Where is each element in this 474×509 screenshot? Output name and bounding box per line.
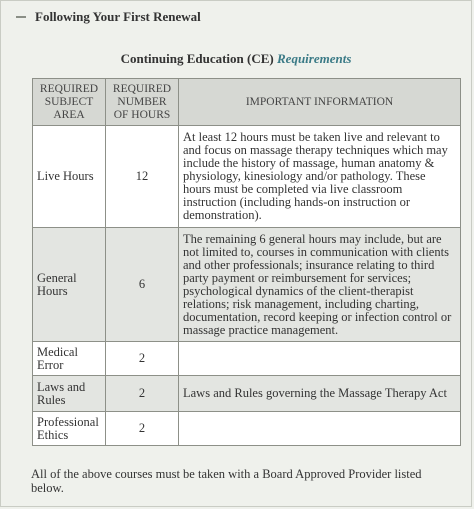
hours-cell: 2 — [106, 376, 179, 412]
table-row — [33, 126, 461, 228]
subject-area-cell: General Hours — [33, 228, 106, 342]
table-row — [33, 376, 461, 412]
subject-area-cell: Laws and Rules — [33, 376, 106, 412]
hours-cell: 2 — [106, 412, 179, 446]
subject-area-cell: Professional Ethics — [33, 412, 106, 446]
info-cell: The remaining 6 general hours may include, but are not limited to, courses in communication with clients and other professionals; insurance relating to third party payment or reimbursement for services; psychological dynamics of the client-therapist relations; risk management, including charting, documentation, record keeping or infection control or massage practice management. — [179, 228, 461, 342]
collapse-icon[interactable] — [16, 16, 26, 18]
accordion-title: Following Your First Renewal — [35, 9, 201, 24]
subject-area-cell: Live Hours — [33, 126, 106, 228]
info-cell — [179, 412, 461, 446]
provider-note: All of the above courses must be taken with a Board Approved Provider listed below. — [31, 467, 422, 495]
hours-cell: 12 — [106, 126, 179, 228]
header-number-of-hours: REQUIRED NUMBER OF HOURS — [106, 79, 179, 126]
table-row — [33, 228, 461, 342]
accordion-header[interactable] — [1, 1, 471, 33]
table-row — [33, 412, 461, 446]
hours-cell: 6 — [106, 228, 179, 342]
ce-heading — [1, 51, 471, 67]
subject-area-cell: Medical Error — [33, 342, 106, 376]
hours-cell: 2 — [106, 342, 179, 376]
requirements-link[interactable]: Requirements — [277, 51, 352, 66]
header-subject-area: REQUIRED SUBJECT AREA — [33, 79, 106, 126]
info-cell: Laws and Rules governing the Massage Therapy Act — [179, 376, 461, 412]
header-important-information: IMPORTANT INFORMATION — [179, 79, 461, 126]
table-row — [33, 342, 461, 376]
info-cell — [179, 342, 461, 376]
ce-heading-text: Continuing Education (CE) — [120, 51, 274, 66]
ce-requirements-table — [32, 78, 461, 446]
info-cell: At least 12 hours must be taken live and relevant to and focus on massage therapy techniques which may include the history of massage, human anatomy & physiology, kinesiology and/or pathology. These hours must be completed via live classroom instruction (including hands-on instruction or demonstration). — [179, 126, 461, 228]
